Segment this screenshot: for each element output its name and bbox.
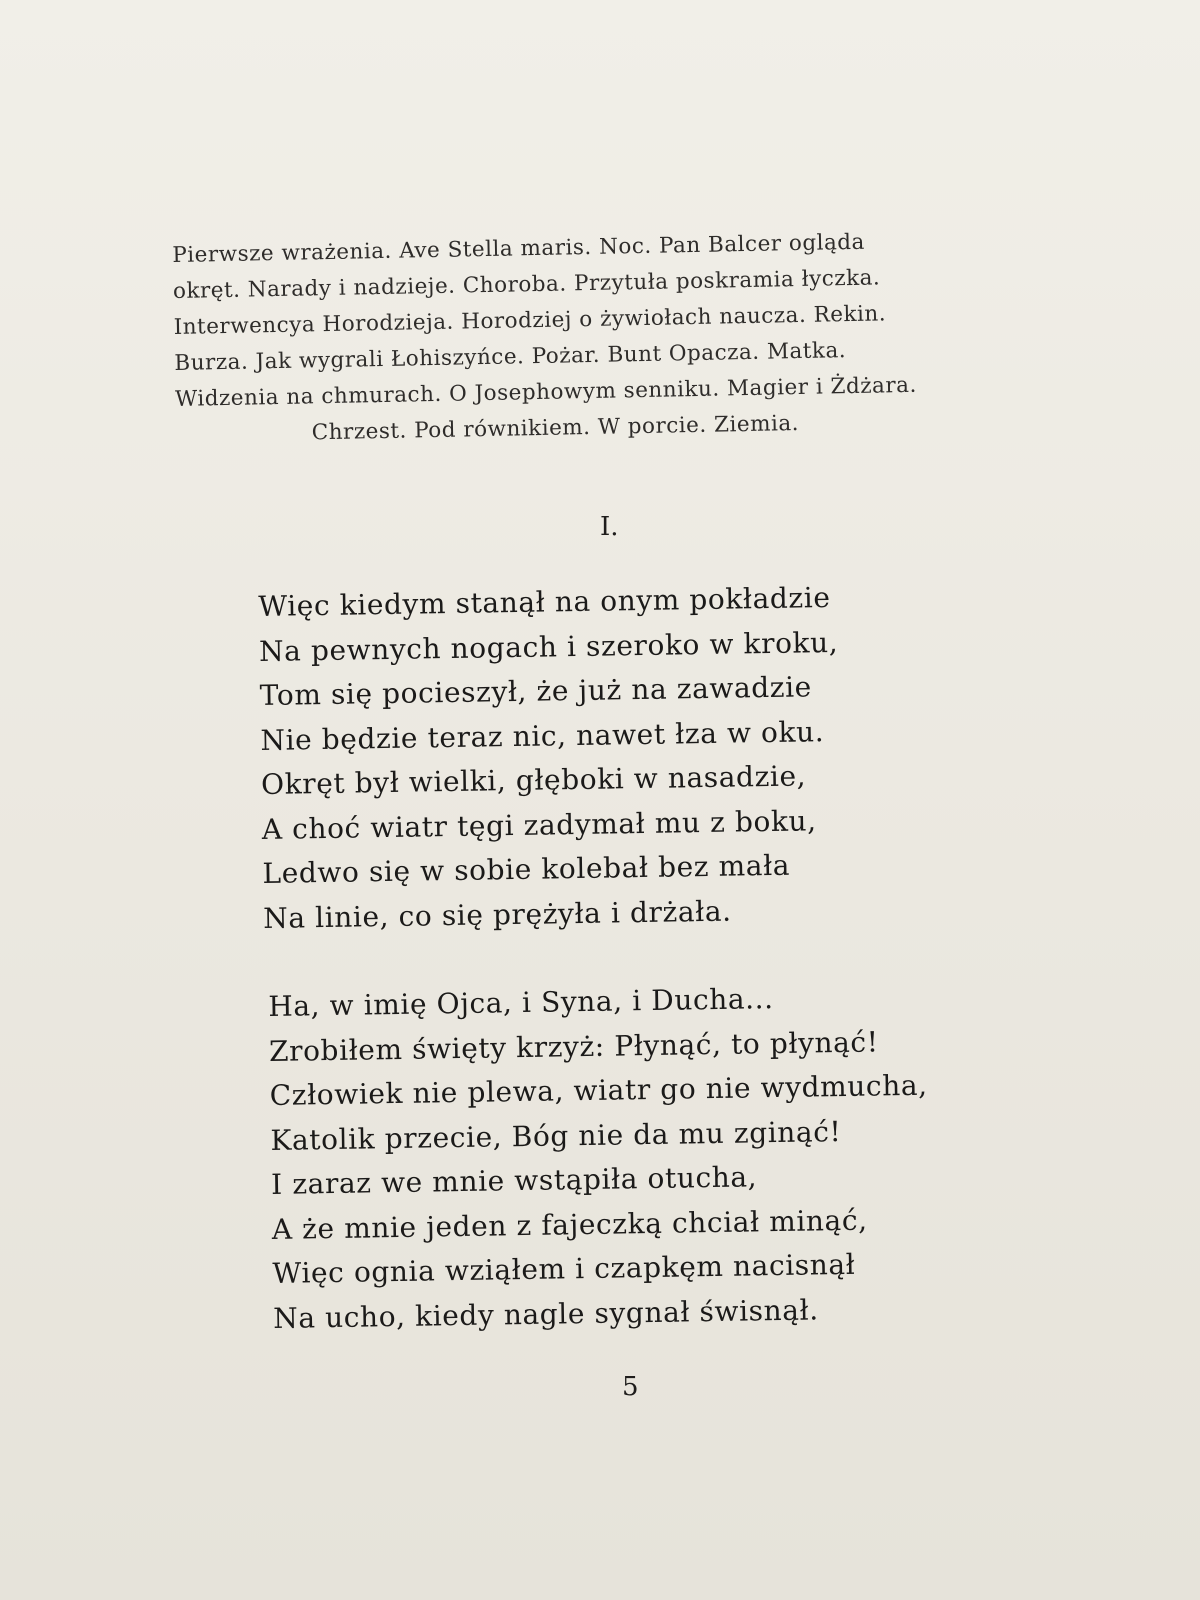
stanza-2 <box>268 975 931 1341</box>
verse-line: A że mnie jeden z fajeczką chciał minąć, <box>271 1203 868 1246</box>
summary-line: Chrzest. Pod równikiem. W porcie. Ziemia. <box>311 410 800 446</box>
verse-line: Ha, w imię Ojca, i Syna, i Ducha... <box>268 982 774 1023</box>
summary-line: Interwencya Horodzieja. Horodziej o żywiołach naucza. Rekin. <box>173 301 887 340</box>
verse-line: Więc ognia wziąłem i czapkęm nacisnął <box>272 1247 856 1290</box>
verse-line: Człowiek nie plewa, wiatr go nie wydmucha, <box>269 1068 928 1112</box>
page-number: 5 <box>622 1372 639 1402</box>
verse-line: Na pewnych nogach i szeroko w kroku, <box>258 625 839 668</box>
verse-line: Tom się pocieszył, że już na zawadzie <box>259 670 813 712</box>
summary-line: okręt. Narady i nadzieje. Choroba. Przytuła poskramia łyczka. <box>172 265 881 304</box>
summary-line: Pierwsze wrażenia. Ave Stella maris. Noc. Pan Balcer ogląda <box>172 229 866 268</box>
stanza-1 <box>258 576 843 941</box>
verse-line: Katolik przecie, Bóg nie da mu zginąć! <box>270 1114 842 1157</box>
verse-line: Na ucho, kiedy nagle sygnał świsnął. <box>272 1292 819 1335</box>
verse-line: Nie będzie teraz nic, nawet łza w oku. <box>260 714 825 757</box>
verse-line: I zaraz we mnie wstąpiła otucha, <box>270 1160 758 1201</box>
chapter-number: I. <box>600 512 619 542</box>
verse-line: Ledwo się w sobie kolebał bez mała <box>262 848 791 890</box>
verse-line: A choć wiatr tęgi zadymał mu z boku, <box>261 803 817 846</box>
summary-line: Widzenia na chmurach. O Josephowym senniku. Magier i Żdżara. <box>174 372 918 412</box>
verse-line: Zrobiłem święty krzyż: Płynąć, to płynąć! <box>268 1024 879 1068</box>
verse-line: Więc kiedym stanął na onym pokładzie <box>258 581 831 623</box>
verse-line: Na linie, co się prężyła i drżała. <box>262 894 732 935</box>
verse-line: Okręt był wielki, głęboki w nasadzie, <box>260 759 807 801</box>
summary-line: Burza. Jak wygrali Łohiszyńce. Pożar. Bunt Opacza. Matka. <box>174 338 847 376</box>
chapter-summary <box>172 221 1056 454</box>
